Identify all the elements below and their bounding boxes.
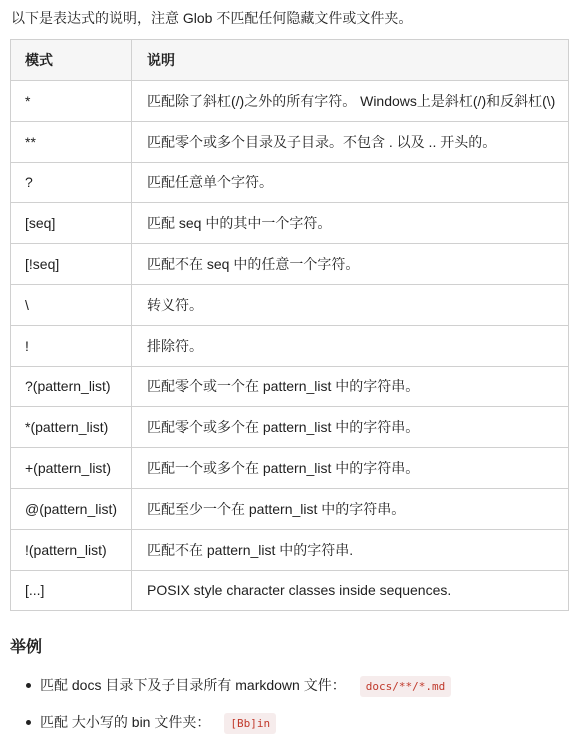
description-cell: 匹配零个或多个在 pattern_list 中的字符串。 xyxy=(132,407,569,448)
table-row xyxy=(11,570,569,611)
column-header-description: 说明 xyxy=(132,40,569,81)
pattern-cell: !(pattern_list) xyxy=(11,529,132,570)
pattern-cell: ** xyxy=(11,121,132,162)
pattern-cell: +(pattern_list) xyxy=(11,448,132,489)
table-row xyxy=(11,448,569,489)
list-item xyxy=(0,709,451,746)
description-cell: 匹配零个或一个在 pattern_list 中的字符串。 xyxy=(132,366,569,407)
description-cell: 匹配除了斜杠(/)之外的所有字符。 Windows上是斜杠(/)和反斜杠(\) xyxy=(132,81,569,122)
description-cell: 匹配任意单个字符。 xyxy=(132,162,569,203)
table-row xyxy=(11,529,569,570)
pattern-cell: ! xyxy=(11,325,132,366)
example-text: 匹配 大小写的 bin 文件夹： xyxy=(40,714,211,730)
inline-code: docs/**/*.md xyxy=(360,676,451,697)
table-row xyxy=(11,325,569,366)
column-header-pattern: 模式 xyxy=(11,40,132,81)
bullet-icon xyxy=(26,683,31,688)
table-body xyxy=(11,81,569,611)
description-cell: 匹配不在 pattern_list 中的字符串. xyxy=(132,529,569,570)
table-row xyxy=(11,407,569,448)
pattern-cell: [seq] xyxy=(11,203,132,244)
pattern-cell: * xyxy=(11,81,132,122)
list-item xyxy=(0,672,451,709)
description-cell: 排除符。 xyxy=(132,325,569,366)
pattern-cell: ? xyxy=(11,162,132,203)
pattern-cell: @(pattern_list) xyxy=(11,488,132,529)
bullet-icon xyxy=(26,720,31,725)
table-row xyxy=(11,81,569,122)
pattern-cell: [!seq] xyxy=(11,244,132,285)
examples-heading: 举例 xyxy=(10,639,43,656)
description-cell: 匹配一个或多个在 pattern_list 中的字符串。 xyxy=(132,448,569,489)
description-cell: 匹配 seq 中的其中一个字符。 xyxy=(132,203,569,244)
table-header-row xyxy=(11,40,569,81)
inline-code: [Bb]in xyxy=(224,713,276,734)
table-row xyxy=(11,203,569,244)
pattern-cell: *(pattern_list) xyxy=(11,407,132,448)
example-text: 匹配 docs 目录下及子目录所有 markdown 文件： xyxy=(40,677,346,693)
pattern-cell: ?(pattern_list) xyxy=(11,366,132,407)
intro-text: 以下是表达式的说明，注意 Glob 不匹配任何隐藏文件或文件夹。 xyxy=(11,10,413,26)
table-row xyxy=(11,244,569,285)
description-cell: 匹配零个或多个目录及子目录。不包含 . 以及 .. 开头的。 xyxy=(132,121,569,162)
table-row xyxy=(11,284,569,325)
description-cell: 转义符。 xyxy=(132,284,569,325)
table-row xyxy=(11,121,569,162)
glob-pattern-table xyxy=(10,39,569,611)
description-cell: 匹配至少一个在 pattern_list 中的字符串。 xyxy=(132,488,569,529)
pattern-cell: \ xyxy=(11,284,132,325)
table-row xyxy=(11,366,569,407)
table-row xyxy=(11,488,569,529)
description-cell: 匹配不在 seq 中的任意一个字符。 xyxy=(132,244,569,285)
description-cell: POSIX style character classes inside sequences. xyxy=(132,570,569,611)
examples-list xyxy=(0,672,451,746)
pattern-cell: [...] xyxy=(11,570,132,611)
table-row xyxy=(11,162,569,203)
